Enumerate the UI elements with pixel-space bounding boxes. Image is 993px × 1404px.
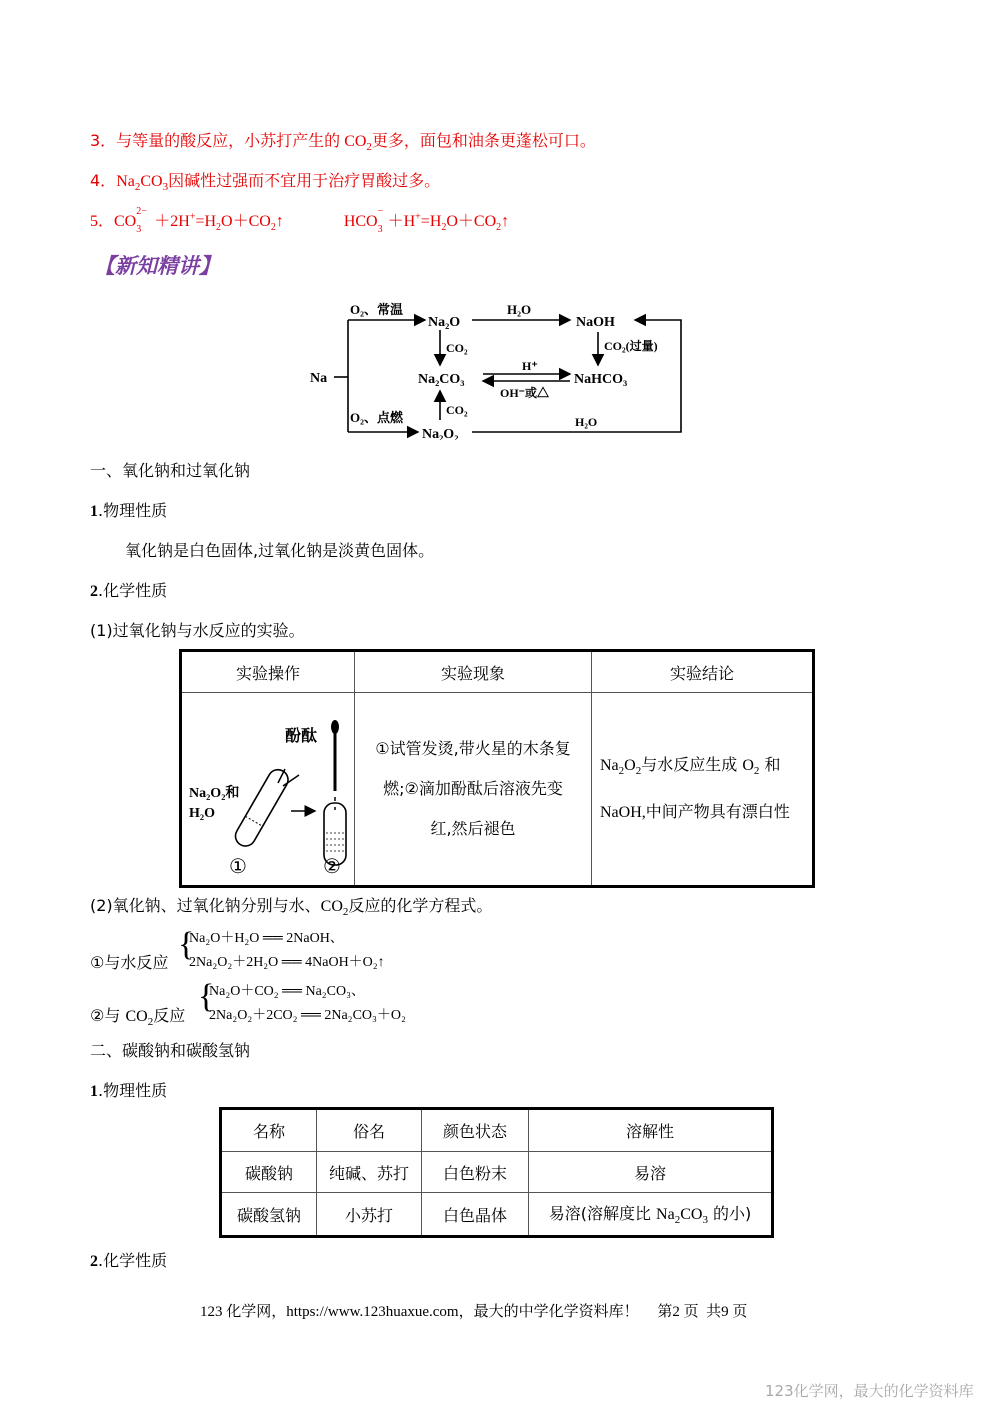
co2-brace: { (198, 978, 215, 1015)
c-na: Na (600, 757, 619, 775)
phenomenon-line-2: 燃;②滴加酚酞后溶液先变 (383, 779, 563, 798)
p5-d: O＋CO (221, 213, 271, 230)
p5-h: =H (420, 213, 442, 230)
prop-r2-state: 白色晶体 (422, 1193, 529, 1236)
co2-sub: 2 (366, 141, 372, 154)
label-o2-normal: O₂、常温 (350, 302, 404, 317)
prop-header-common: 俗名 (317, 1110, 422, 1152)
prop-header-name: 名称 (222, 1110, 317, 1152)
f-na: Na (116, 173, 135, 190)
s2-num: 2 (90, 583, 98, 600)
section2-chemical-heading (90, 1248, 167, 1271)
p5-sub4: 3 (377, 224, 383, 235)
p5-sup2: + (189, 211, 196, 223)
label-naoh: NaOH (576, 315, 615, 330)
label-na2co3: Na₂CO₃ (418, 372, 465, 387)
prop-r1-common: 纯碱、苏打 (317, 1152, 422, 1193)
sol-co: CO (680, 1206, 703, 1224)
label-h2o-bottom: H₂O (575, 415, 598, 429)
label-na2o2: Na₂O₂ (422, 427, 459, 440)
prop-r2-solubility (529, 1193, 772, 1236)
eq-title-s: 2 (342, 906, 349, 919)
label-o2-ignite: O₂、点燃 (350, 410, 404, 425)
point-4-num: 4． (90, 171, 117, 190)
equations-title (90, 893, 492, 918)
p5-sup4: + (415, 211, 421, 223)
experiment-table (181, 651, 813, 886)
label-na: Na (310, 371, 328, 386)
c-o2: O (742, 757, 754, 775)
label-co2-lower: CO₂ (446, 403, 468, 417)
label-h-plus: H⁺ (522, 359, 538, 373)
label-oh-or-heat: OH⁻或△ (500, 386, 550, 400)
c-s1: 2 (618, 765, 625, 778)
f-s1: 2 (134, 181, 141, 194)
co2-lbl-co: CO (125, 1008, 148, 1025)
exp-header-phenomenon: 实验现象 (355, 652, 592, 693)
sol-b: 的小) (713, 1204, 752, 1224)
co2-eq-1: Na₂O＋CO₂ ══ Na₂CO₃、 (209, 984, 366, 999)
label-phenolphthalein: 酚酞 (285, 728, 318, 745)
co2-co: CO (344, 133, 367, 150)
test-tube-1 (232, 766, 292, 850)
phenomenon-line-3: 红,然后褪色 (430, 819, 516, 838)
label-circle-2: ② (323, 856, 341, 878)
carbonate-properties-table (221, 1109, 772, 1236)
label-na2o2-and: Na₂O₂和 (189, 786, 240, 801)
exp-conclusion-cell (592, 693, 813, 886)
prop-r1-name: 碳酸钠 (222, 1152, 317, 1193)
c-d: NaOH, (600, 803, 646, 821)
point-3 (90, 128, 596, 153)
section-heading: 【新知精讲】 (94, 254, 220, 278)
label-na2o: Na₂O (428, 315, 461, 330)
prop-r1-solubility: 易溶 (529, 1152, 772, 1193)
section2-title: 二、碳酸钠和碳酸氢钠 (90, 1041, 251, 1060)
co2-formula (340, 133, 372, 154)
co2-lbl-b: 反应 (153, 1006, 186, 1025)
section1-chemical-heading (90, 578, 167, 601)
water-reaction-label: ①与水反应 (90, 953, 169, 972)
co2-lbl-s: 2 (147, 1016, 154, 1029)
p5-sub5: 2 (441, 222, 447, 234)
exp-header-conclusion: 实验结论 (592, 652, 813, 693)
sol-s2: 3 (702, 1214, 708, 1227)
p5-sub3: 2 (270, 222, 276, 234)
section1-title: 一、氧化钠和过氧化钠 (90, 461, 251, 480)
s1-text: .物理性质 (98, 501, 168, 520)
p5-g: ＋H (387, 213, 416, 230)
p5-sub2: 2 (216, 222, 222, 234)
sol-a: 易溶(溶解度比 (548, 1204, 651, 1224)
conclusion-line-2 (600, 792, 811, 833)
s2-2-text: .化学性质 (98, 1251, 168, 1270)
p5-sub1: 3 (136, 224, 142, 235)
c-s3: 2 (753, 765, 760, 778)
sol-na: Na (656, 1206, 675, 1224)
prop-r1-state: 白色粉末 (422, 1152, 529, 1193)
c-b: 与水反应生成 (641, 755, 738, 775)
sodium-reaction-diagram (300, 290, 700, 440)
label-h2o-top: H₂O (507, 302, 532, 317)
water-brace: { (178, 926, 195, 963)
test-tube-figure (183, 693, 353, 881)
physical-properties-text: 氧化钠是白色固体,过氧化钠是淡黄色固体。 (125, 541, 435, 560)
p5-b: ＋2H (154, 213, 190, 230)
label-h2o-figure: H₂O (189, 806, 215, 821)
p5-sup3: − (377, 206, 384, 217)
c-s2: 2 (635, 765, 642, 778)
f-co: CO (140, 173, 163, 190)
c-e: 中间产物具有漂白性 (645, 801, 790, 821)
prop-r2-name: 碳酸氢钠 (222, 1193, 317, 1236)
s2-2-num: 2 (90, 1253, 98, 1270)
page-footer: 123 化学网，https://www.123huaxue.com，最大的中学化学资料库！ 第2 页 共9 页 (200, 1304, 748, 1320)
prop-header-solubility: 溶解性 (529, 1110, 772, 1152)
p5-e: ↑ (275, 213, 284, 230)
exp-header-operation: 实验操作 (182, 652, 355, 693)
section2-physical-heading (90, 1078, 167, 1101)
p5-f: HCO (343, 213, 378, 230)
label-co2-excess: CO₂(过量) (604, 339, 658, 353)
conclusion-line-1 (600, 745, 811, 791)
label-co2-upper: CO₂ (446, 341, 468, 355)
c-c: 和 (764, 755, 781, 775)
experiment-title: (1)过氧化钠与水反应的实验。 (90, 621, 305, 640)
s1-num: 1 (90, 503, 98, 520)
exp-phenomenon-cell (355, 693, 592, 886)
p5-i: O＋CO (446, 213, 497, 230)
exp-operation-figure-cell (182, 693, 355, 886)
water-eq-2: 2Na₂O₂＋2H₂O ══ 4NaOH＋O₂↑ (189, 955, 385, 970)
s2-1-text: .物理性质 (98, 1081, 168, 1100)
label-circle-1: ① (229, 856, 247, 878)
f-s2: 3 (162, 181, 169, 194)
point-5 (90, 208, 509, 233)
point-4 (90, 168, 440, 193)
co2-reaction-label (90, 1003, 185, 1028)
s2-text: .化学性质 (98, 581, 168, 600)
eq-title-co: CO (320, 898, 343, 915)
water-eq-1: Na₂O＋H₂O ══ 2NaOH、 (189, 931, 344, 946)
eq-title-b: 反应的化学方程式。 (348, 896, 493, 915)
eq-title-a: (2)氧化钠、过氧化钠分别与水、 (90, 896, 321, 915)
point-3-text-a: 3．与等量的酸反应，小苏打产生的 (90, 131, 341, 150)
point-4-text: 因碱性过强而不宜用于治疗胃酸过多。 (168, 171, 441, 190)
prop-r2-common: 小苏打 (317, 1193, 422, 1236)
phenomenon-line-1: ①试管发烫,带火星的木条复 (375, 739, 571, 758)
point-3-text-b: 更多，面包和油条更蓬松可口。 (371, 131, 596, 150)
section1-physical-heading (90, 498, 167, 521)
na2co3-formula (116, 173, 169, 194)
p5-c: =H (195, 213, 217, 230)
s2-1-num: 1 (90, 1083, 98, 1100)
p5-sup1: 2− (136, 206, 147, 217)
p5-j: ↑ (501, 213, 510, 230)
watermark-text: 123化学网，最大的化学资料库 (765, 1382, 974, 1400)
c-o: O (624, 757, 636, 775)
sol-s1: 2 (674, 1214, 681, 1227)
prop-header-state: 颜色状态 (422, 1110, 529, 1152)
p5-a: 5．CO (90, 213, 137, 230)
label-nahco3: NaHCO₃ (574, 372, 628, 387)
co2-lbl-a: ②与 (90, 1006, 121, 1025)
p5-sub6: 2 (496, 222, 502, 234)
co2-eq-2: 2Na₂O₂＋2CO₂ ══ 2Na₂CO₃＋O₂ (209, 1008, 406, 1023)
